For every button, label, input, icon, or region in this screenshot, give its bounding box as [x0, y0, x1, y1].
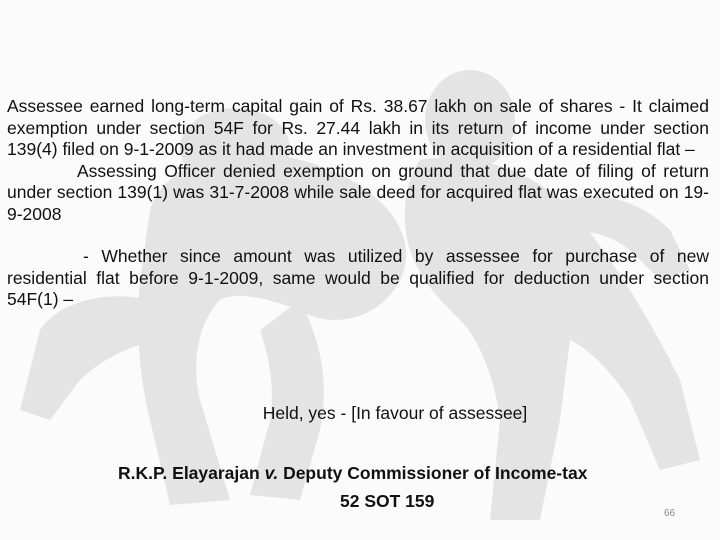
- assessing-officer-paragraph: Assessing Officer denied exemption on ground that due date of filing of return under section 139(1) was 31-7-2008 while sale deed for acquired flat was executed on 19-9-2008: [7, 160, 709, 224]
- question-paragraph: - Whether since amount was utilized by assessee for purchase of new residential flat before 9-1-2009, same would be qualified for deduction under section 54F(1) –: [7, 246, 709, 309]
- citation-reference: 52 SOT 159: [340, 491, 435, 511]
- citation-versus: v.: [264, 463, 279, 483]
- citation-appellant: R.K.P. Elayarajan: [118, 463, 265, 483]
- case-summary: [7, 96, 709, 311]
- citation-parties: [118, 460, 587, 486]
- citation-respondent: Deputy Commissioner of Income-tax: [278, 463, 588, 483]
- facts-paragraph: Assessee earned long-term capital gain of Rs. 38.67 lakh on sale of shares - It claimed exemption under section 54F for Rs. 27.44 lakh in its return of income under section 139(4) filed on 9-1-2009 as it had made an investment in acquisition of a residential flat –: [7, 96, 709, 159]
- page-number: 66: [664, 508, 676, 519]
- held-text: Held, yes - [In favour of assessee]: [262, 403, 528, 423]
